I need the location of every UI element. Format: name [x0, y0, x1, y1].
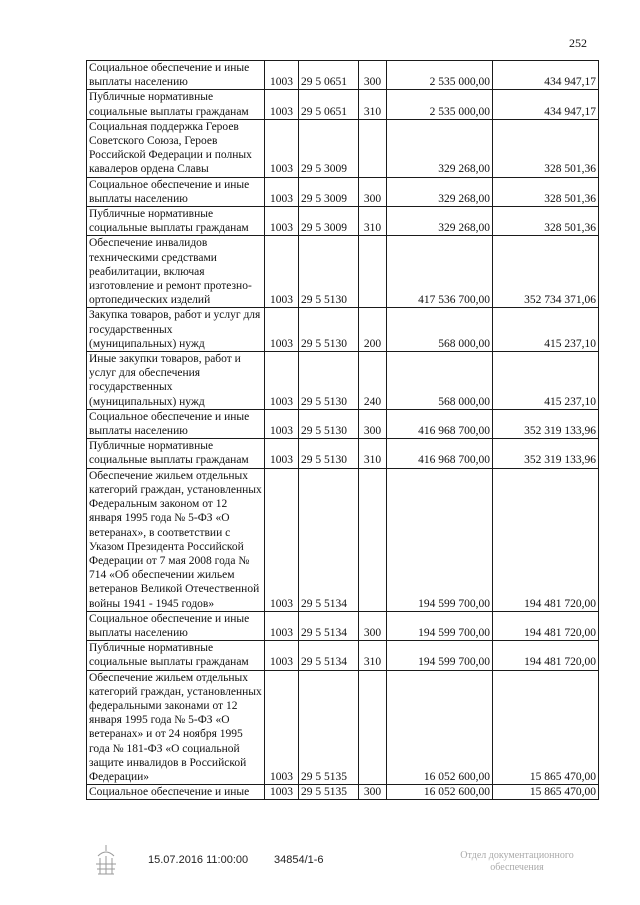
table-row — [87, 61, 599, 90]
row-amount-planned: 16 052 600,00 — [387, 785, 493, 800]
row-section-code: 1003 — [265, 670, 299, 785]
row-amount-executed: 434 947,17 — [493, 61, 599, 90]
row-amount-planned: 194 599 700,00 — [387, 641, 493, 670]
row-expense-type: 300 — [359, 611, 387, 640]
table-row — [87, 207, 599, 236]
row-item-code: 29 5 5130 — [299, 352, 359, 410]
row-name: Иные закупки товаров, работ и услуг для обеспечения государственных (муниципальных) нужд — [87, 352, 265, 410]
row-name: Публичные нормативные социальные выплаты гражданам — [87, 207, 265, 236]
row-item-code: 29 5 5130 — [299, 439, 359, 468]
row-amount-executed: 328 501,36 — [493, 177, 599, 206]
row-name: Социальное обеспечение и иные выплаты населению — [87, 611, 265, 640]
row-item-code: 29 5 0651 — [299, 61, 359, 90]
row-section-code: 1003 — [265, 90, 299, 119]
row-expense-type: 310 — [359, 90, 387, 119]
table-row — [87, 177, 599, 206]
row-item-code: 29 5 3009 — [299, 119, 359, 177]
row-name: Социальная поддержка Героев Советского Союза, Героев Российской Федерации и полных кавалеров ордена Славы — [87, 119, 265, 177]
table-row — [87, 468, 599, 611]
table-row — [87, 611, 599, 640]
row-amount-planned: 329 268,00 — [387, 207, 493, 236]
row-item-code: 29 5 3009 — [299, 207, 359, 236]
table-row — [87, 641, 599, 670]
row-name: Публичные нормативные социальные выплаты гражданам — [87, 439, 265, 468]
row-amount-planned: 16 052 600,00 — [387, 670, 493, 785]
row-amount-planned: 329 268,00 — [387, 177, 493, 206]
row-section-code: 1003 — [265, 207, 299, 236]
table-row — [87, 352, 599, 410]
row-name: Социальное обеспечение и иные выплаты населению — [87, 177, 265, 206]
row-expense-type: 310 — [359, 439, 387, 468]
row-amount-executed: 194 481 720,00 — [493, 641, 599, 670]
row-section-code: 1003 — [265, 468, 299, 611]
row-item-code: 29 5 5134 — [299, 641, 359, 670]
row-name: Социальное обеспечение и иные выплаты населению — [87, 409, 265, 438]
emblem-logo-icon — [92, 842, 120, 882]
row-item-code: 29 5 0651 — [299, 90, 359, 119]
row-name: Обеспечение жильем отдельных категорий граждан, установленных федеральными законами от 12 января 1995 года № 5-ФЗ «О ветеранах» и от 24 ноября 1995 года № 181-ФЗ «О социальной защите инвалидов в Российской Федерации» — [87, 670, 265, 785]
row-expense-type: 240 — [359, 352, 387, 410]
row-item-code: 29 5 3009 — [299, 177, 359, 206]
row-amount-executed: 415 237,10 — [493, 352, 599, 410]
row-amount-executed: 328 501,36 — [493, 207, 599, 236]
row-expense-type — [359, 119, 387, 177]
row-section-code: 1003 — [265, 352, 299, 410]
row-section-code: 1003 — [265, 119, 299, 177]
row-item-code: 29 5 5130 — [299, 409, 359, 438]
row-section-code: 1003 — [265, 236, 299, 308]
footer-document-code: 34854/1-6 — [274, 854, 324, 866]
row-expense-type: 200 — [359, 308, 387, 352]
row-amount-executed: 352 734 371,06 — [493, 236, 599, 308]
row-amount-planned: 2 535 000,00 — [387, 90, 493, 119]
row-amount-planned: 417 536 700,00 — [387, 236, 493, 308]
row-expense-type: 310 — [359, 641, 387, 670]
row-amount-planned: 568 000,00 — [387, 308, 493, 352]
row-item-code: 29 5 5135 — [299, 670, 359, 785]
row-expense-type: 300 — [359, 785, 387, 800]
row-item-code: 29 5 5135 — [299, 785, 359, 800]
table-row — [87, 308, 599, 352]
row-amount-planned: 416 968 700,00 — [387, 439, 493, 468]
row-amount-executed: 194 481 720,00 — [493, 611, 599, 640]
row-amount-executed: 15 865 470,00 — [493, 670, 599, 785]
table-row — [87, 236, 599, 308]
row-expense-type — [359, 236, 387, 308]
footer-date: 15.07.2016 11:00:00 — [148, 854, 249, 866]
row-section-code: 1003 — [265, 177, 299, 206]
table-row — [87, 785, 599, 800]
row-name: Обеспечение жильем отдельных категорий граждан, установленных Федеральным законом от 12 января 1995 года № 5-ФЗ «О ветеранах», в соответствии с Указом Президента Российской Федерации от 7 мая 2008 года № 714 «Об обеспечении жильем ветеранов Великой Отечественной войны 1941 - 1945 годов» — [87, 468, 265, 611]
row-amount-executed: 352 319 133,96 — [493, 409, 599, 438]
row-section-code: 1003 — [265, 439, 299, 468]
row-amount-executed: 328 501,36 — [493, 119, 599, 177]
row-item-code: 29 5 5134 — [299, 611, 359, 640]
row-section-code: 1003 — [265, 641, 299, 670]
row-amount-executed: 194 481 720,00 — [493, 468, 599, 611]
table-row — [87, 439, 599, 468]
page-number: 252 — [569, 36, 587, 50]
row-section-code: 1003 — [265, 308, 299, 352]
row-expense-type: 300 — [359, 61, 387, 90]
row-amount-planned: 194 599 700,00 — [387, 611, 493, 640]
budget-table-body — [87, 61, 599, 800]
row-name: Закупка товаров, работ и услуг для государственных (муниципальных) нужд — [87, 308, 265, 352]
row-name: Обеспечение инвалидов техническими средствами реабилитации, включая изготовление и ремонт протезно-ортопедических изделий — [87, 236, 265, 308]
row-amount-executed: 415 237,10 — [493, 308, 599, 352]
row-section-code: 1003 — [265, 785, 299, 800]
row-amount-executed: 15 865 470,00 — [493, 785, 599, 800]
row-section-code: 1003 — [265, 409, 299, 438]
row-item-code: 29 5 5134 — [299, 468, 359, 611]
row-name: Публичные нормативные социальные выплаты гражданам — [87, 90, 265, 119]
page-footer — [0, 842, 640, 892]
footer-stamp: Отдел документационного обеспечения — [460, 850, 574, 873]
row-item-code: 29 5 5130 — [299, 308, 359, 352]
row-expense-type: 300 — [359, 409, 387, 438]
row-expense-type: 310 — [359, 207, 387, 236]
row-name: Публичные нормативные социальные выплаты гражданам — [87, 641, 265, 670]
row-expense-type — [359, 670, 387, 785]
row-amount-planned: 194 599 700,00 — [387, 468, 493, 611]
row-section-code: 1003 — [265, 611, 299, 640]
table-row — [87, 119, 599, 177]
row-name: Социальное обеспечение и иные выплаты населению — [87, 61, 265, 90]
budget-table — [86, 60, 599, 800]
row-amount-planned: 568 000,00 — [387, 352, 493, 410]
table-row — [87, 409, 599, 438]
row-amount-planned: 329 268,00 — [387, 119, 493, 177]
row-amount-executed: 434 947,17 — [493, 90, 599, 119]
row-item-code: 29 5 5130 — [299, 236, 359, 308]
row-section-code: 1003 — [265, 61, 299, 90]
table-row — [87, 90, 599, 119]
row-amount-planned: 2 535 000,00 — [387, 61, 493, 90]
row-amount-planned: 416 968 700,00 — [387, 409, 493, 438]
row-amount-executed: 352 319 133,96 — [493, 439, 599, 468]
row-name: Социальное обеспечение и иные — [87, 785, 265, 800]
row-expense-type: 300 — [359, 177, 387, 206]
row-expense-type — [359, 468, 387, 611]
table-row — [87, 670, 599, 785]
